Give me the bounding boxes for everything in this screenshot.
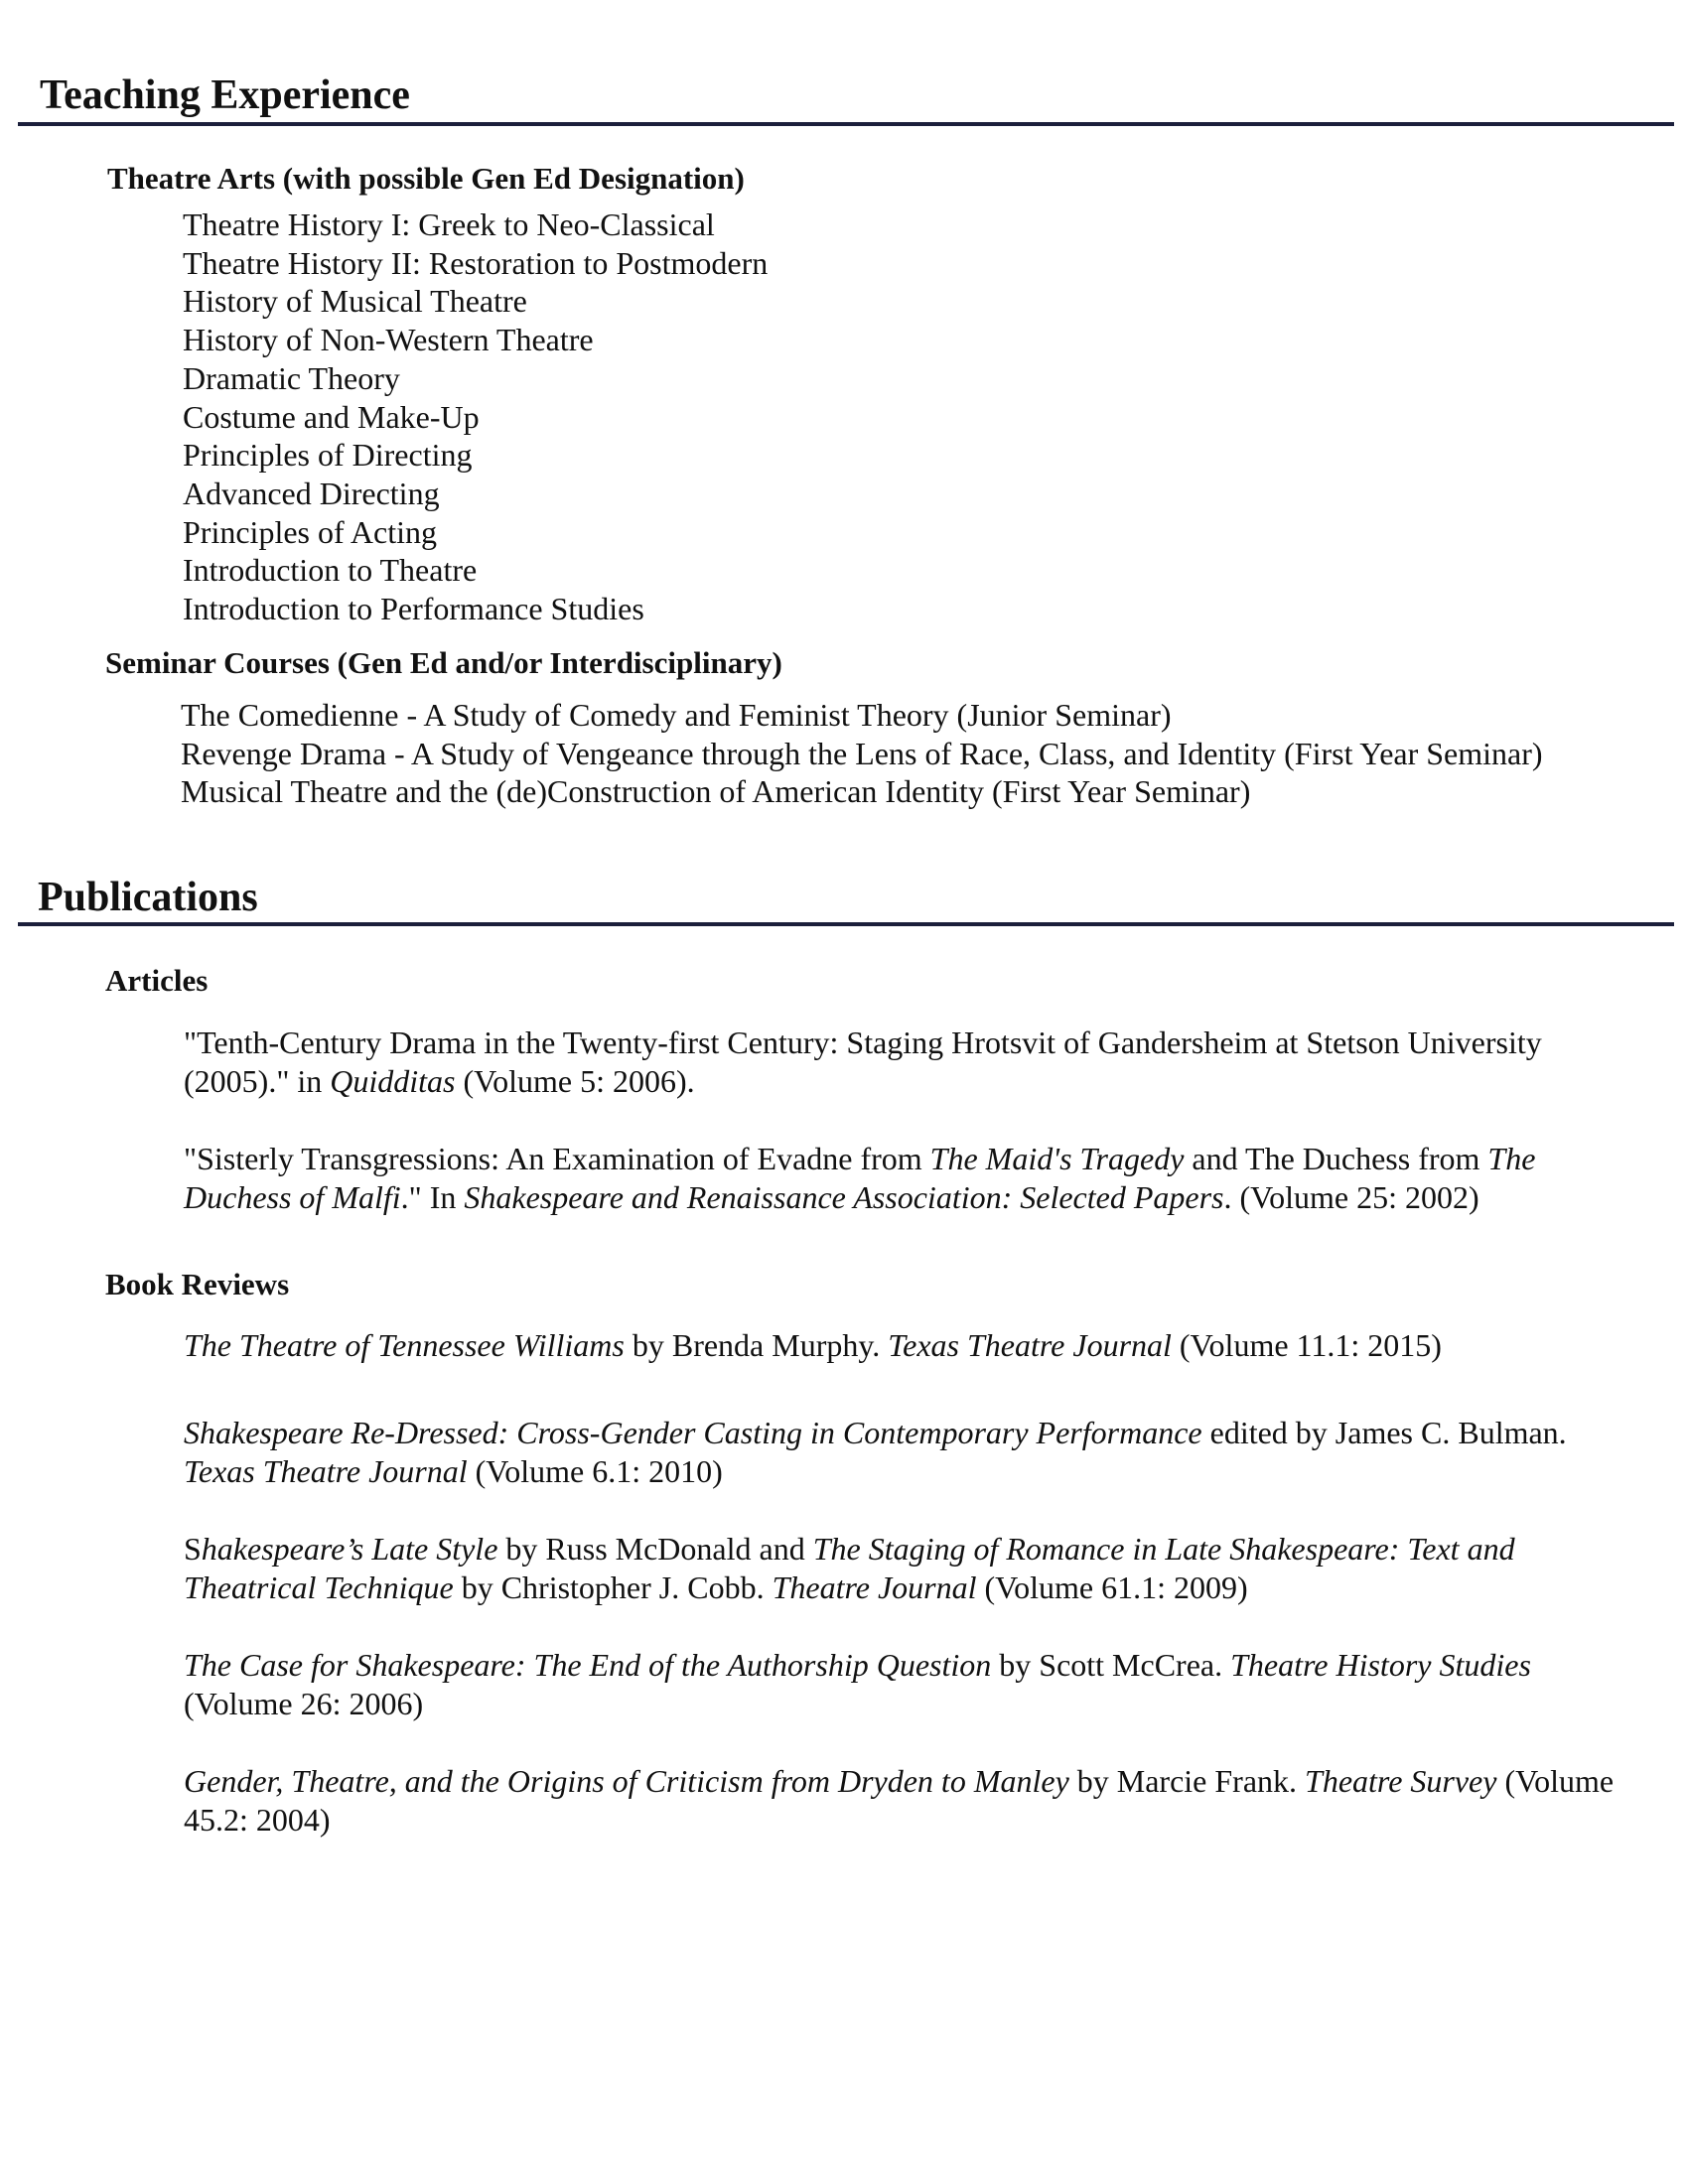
articles-title: Articles <box>105 963 209 998</box>
publications-heading: Publications <box>38 875 258 920</box>
review-entry <box>184 1646 1643 1723</box>
course-item: Introduction to Theatre <box>183 552 478 589</box>
article-entry <box>184 1140 1643 1217</box>
seminar-item: Musical Theatre and the (de)Construction of American Identity (First Year Seminar) <box>181 773 1251 810</box>
book-title: The Theatre of Tennessee Williams <box>184 1327 625 1363</box>
book-title: The Case for Shakespeare: The End of the Authorship Question <box>184 1647 992 1683</box>
book-title: Gender, Theatre, and the Origins of Criticism from Dryden to Manley <box>184 1763 1069 1799</box>
review-text: by Marcie Frank. <box>1068 1763 1306 1799</box>
seminar-courses-title: Seminar Courses (Gen Ed and/or Interdisciplinary) <box>105 645 782 680</box>
seminar-course-list <box>181 696 1543 811</box>
work-title: The Duchess of Malfi <box>184 1141 1536 1215</box>
review-text: by Christopher J. Cobb. <box>453 1570 773 1605</box>
seminar-item: The Comedienne - A Study of Comedy and Feminist Theory (Junior Seminar) <box>181 697 1172 733</box>
book-reviews-title: Book Reviews <box>105 1267 290 1301</box>
course-item: History of Non-Western Theatre <box>183 322 594 358</box>
course-item: History of Musical Theatre <box>183 283 527 320</box>
journal-title: Texas Theatre Journal <box>888 1327 1172 1363</box>
course-item: Principles of Directing <box>183 437 473 474</box>
journal-title: Quidditas <box>330 1063 456 1099</box>
journal-title: Theatre Survey <box>1305 1763 1497 1799</box>
book-title: Shakespeare Re-Dressed: Cross-Gender Casting in Contemporary Performance <box>184 1415 1202 1450</box>
theatre-arts-course-list <box>183 205 768 628</box>
course-item: Costume and Make-Up <box>183 398 480 435</box>
course-item: Dramatic Theory <box>183 359 400 396</box>
journal-title: Theatre Journal <box>772 1570 977 1605</box>
review-text: by Brenda Murphy. <box>624 1327 889 1363</box>
course-item: Theatre History I: Greek to Neo-Classical <box>183 206 715 242</box>
review-entry <box>184 1762 1643 1840</box>
seminar-item: Revenge Drama - A Study of Vengeance through the Lens of Race, Class, and Identity (First Year Seminar) <box>181 735 1543 771</box>
review-entry <box>184 1326 1643 1365</box>
review-text: by Scott McCrea. <box>991 1647 1231 1683</box>
article-text: . (Volume 25: 2002) <box>1223 1179 1479 1215</box>
review-text: edited by James C. Bulman. <box>1201 1415 1567 1450</box>
review-entry <box>184 1414 1643 1491</box>
review-text: (Volume 45.2: 2004) <box>184 1763 1615 1838</box>
journal-title: Theatre History Studies <box>1230 1647 1531 1683</box>
review-entry <box>184 1530 1643 1607</box>
review-text: (Volume 11.1: 2015) <box>1171 1327 1442 1363</box>
review-text: (Volume 61.1: 2009) <box>976 1570 1248 1605</box>
teaching-heading: Teaching Experience <box>40 72 410 118</box>
course-item: Theatre History II: Restoration to Postmodern <box>183 244 769 281</box>
review-text: (Volume 26: 2006) <box>184 1686 424 1721</box>
article-entry <box>184 1024 1643 1101</box>
review-text: S <box>184 1531 202 1567</box>
article-text: (Volume 5: 2006). <box>455 1063 695 1099</box>
article-text: "Tenth-Century Drama in the Twenty-first Century: Staging Hrotsvit of Gandersheim at Stetson University (2005)." in <box>184 1024 1542 1099</box>
review-text: (Volume 6.1: 2010) <box>467 1453 723 1489</box>
journal-title: Shakespeare and Renaissance Association: Selected Papers <box>464 1179 1224 1215</box>
article-text: and The Duchess from <box>1184 1141 1488 1176</box>
course-item: Advanced Directing <box>183 475 440 511</box>
article-text: ." In <box>400 1179 465 1215</box>
course-item: Introduction to Performance Studies <box>183 591 644 627</box>
book-title: hakespeare’s Late Style <box>201 1531 498 1567</box>
teaching-divider <box>18 122 1674 126</box>
publications-divider <box>18 922 1674 926</box>
review-text: by Russ McDonald and <box>497 1531 813 1567</box>
journal-title: Texas Theatre Journal <box>184 1453 468 1489</box>
course-item: Principles of Acting <box>183 513 437 550</box>
article-text: "Sisterly Transgressions: An Examination of Evadne from <box>184 1141 930 1176</box>
theatre-arts-title: Theatre Arts (with possible Gen Ed Designation) <box>107 161 745 196</box>
work-title: The Maid's Tragedy <box>929 1141 1185 1176</box>
book-title: The Staging of Romance in Late Shakespeare: Text and Theatrical Technique <box>184 1531 1515 1605</box>
